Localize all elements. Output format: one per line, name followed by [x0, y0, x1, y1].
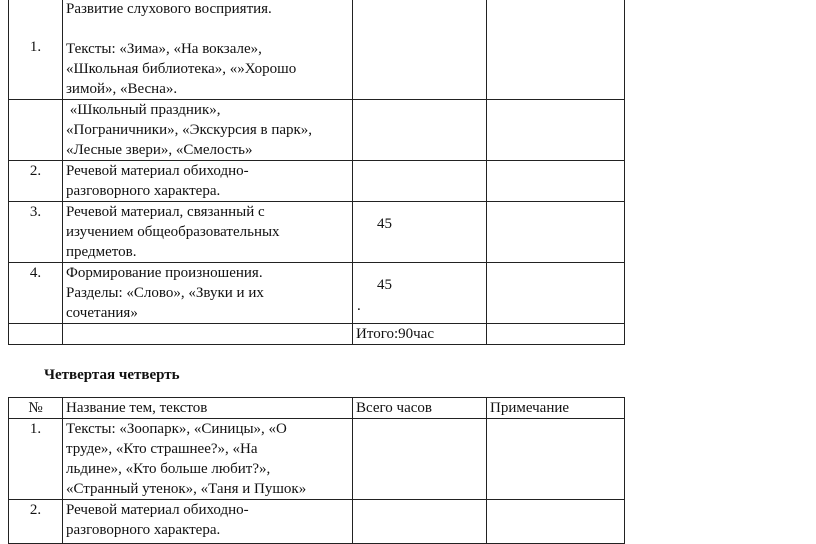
row-number-cell: [9, 263, 63, 324]
row-number: 4.: [29, 265, 42, 281]
topic-line: Развитие слухового восприятия.: [66, 1, 272, 17]
note-cell: [487, 202, 625, 263]
note-cell: [487, 419, 625, 500]
row-number-cell: [9, 500, 63, 544]
hours-cell: [353, 202, 487, 263]
program-table-third-quarter: [8, 0, 625, 345]
hours-cell: [353, 263, 487, 324]
topic-line: «Школьный праздник»,: [66, 102, 221, 118]
topic-line: зимой», «Весна».: [66, 81, 178, 97]
header-topic: Название тем, текстов: [63, 398, 353, 419]
topic-line: Формирование произношения.: [66, 265, 263, 281]
topic-line: Разделы: «Слово», «Звуки и их: [66, 285, 264, 301]
topic-cell: [63, 263, 353, 324]
row-number-cell: [9, 202, 63, 263]
table-row: [9, 100, 625, 161]
header-number: №: [9, 398, 63, 419]
program-table-fourth-quarter: [8, 397, 625, 544]
topic-cell: [63, 500, 353, 544]
topic-line: разговорного характера.: [66, 183, 221, 199]
topic-cell: [63, 0, 353, 100]
total-cell: Итого:90час: [353, 324, 487, 345]
hours-extra-mark: .: [357, 298, 361, 314]
hours-cell: [353, 500, 487, 544]
row-number-cell: [9, 419, 63, 500]
topic-line: Речевой материал обиходно-: [66, 502, 249, 518]
topic-line: «Школьная библиотека», «»Хорошо: [66, 61, 297, 77]
table-row: [9, 263, 625, 324]
topic-line: Речевой материал обиходно-: [66, 163, 249, 179]
row-number-cell: [9, 161, 63, 202]
table-row: [9, 161, 625, 202]
note-cell: [487, 100, 625, 161]
hours-cell: [353, 100, 487, 161]
topic-cell: [63, 419, 353, 500]
row-number: 1.: [29, 39, 42, 55]
topic-line: Тексты: «Зима», «На вокзале»,: [66, 41, 262, 57]
topic-line-blank: [66, 19, 352, 39]
row-number: 3.: [29, 204, 42, 220]
topic-line: Тексты: «Зоопарк», «Синицы», «О: [66, 421, 287, 437]
topic-line: «Лесные звери», «Смелость»: [66, 142, 253, 158]
topic-line: «Странный утенок», «Таня и Пушок»: [66, 481, 307, 497]
hours-cell: [353, 161, 487, 202]
table-header-row: [9, 398, 625, 419]
row-number-cell: [9, 0, 63, 100]
topic-cell: [63, 100, 353, 161]
topic-line: труде», «Кто страшнее?», «На: [66, 441, 258, 457]
table-row-total: [9, 324, 625, 345]
hours-value: 45: [377, 277, 392, 293]
header-note: Примечание: [487, 398, 625, 419]
topic-line: Речевой материал, связанный с: [66, 204, 265, 220]
note-cell: [487, 263, 625, 324]
topic-cell: [63, 161, 353, 202]
row-number: 2.: [29, 502, 42, 518]
table-row: [9, 419, 625, 500]
note-cell: [487, 0, 625, 100]
row-number: 2.: [29, 163, 42, 179]
topic-line: изучением общеобразовательных: [66, 224, 280, 240]
table-row: [9, 0, 625, 100]
header-hours: Всего часов: [353, 398, 487, 419]
hours-cell: [353, 0, 487, 100]
topic-cell: [63, 202, 353, 263]
topic-line: сочетания»: [66, 305, 138, 321]
topic-line: предметов.: [66, 244, 137, 260]
topic-line: льдине», «Кто больше любит?»,: [66, 461, 271, 477]
empty-cell: [63, 324, 353, 345]
note-cell: [487, 161, 625, 202]
row-number: 1.: [29, 421, 42, 437]
topic-line: «Пограничники», «Экскурсия в парк»,: [66, 122, 313, 138]
hours-cell: [353, 419, 487, 500]
empty-cell: [9, 324, 63, 345]
table-row: [9, 202, 625, 263]
section-heading: Четвертая четверть: [44, 367, 180, 383]
note-cell: [487, 500, 625, 544]
topic-line: разговорного характера.: [66, 522, 221, 538]
hours-value: 45: [377, 216, 392, 232]
empty-cell: [487, 324, 625, 345]
row-number-cell: [9, 100, 63, 161]
table-row: [9, 500, 625, 544]
